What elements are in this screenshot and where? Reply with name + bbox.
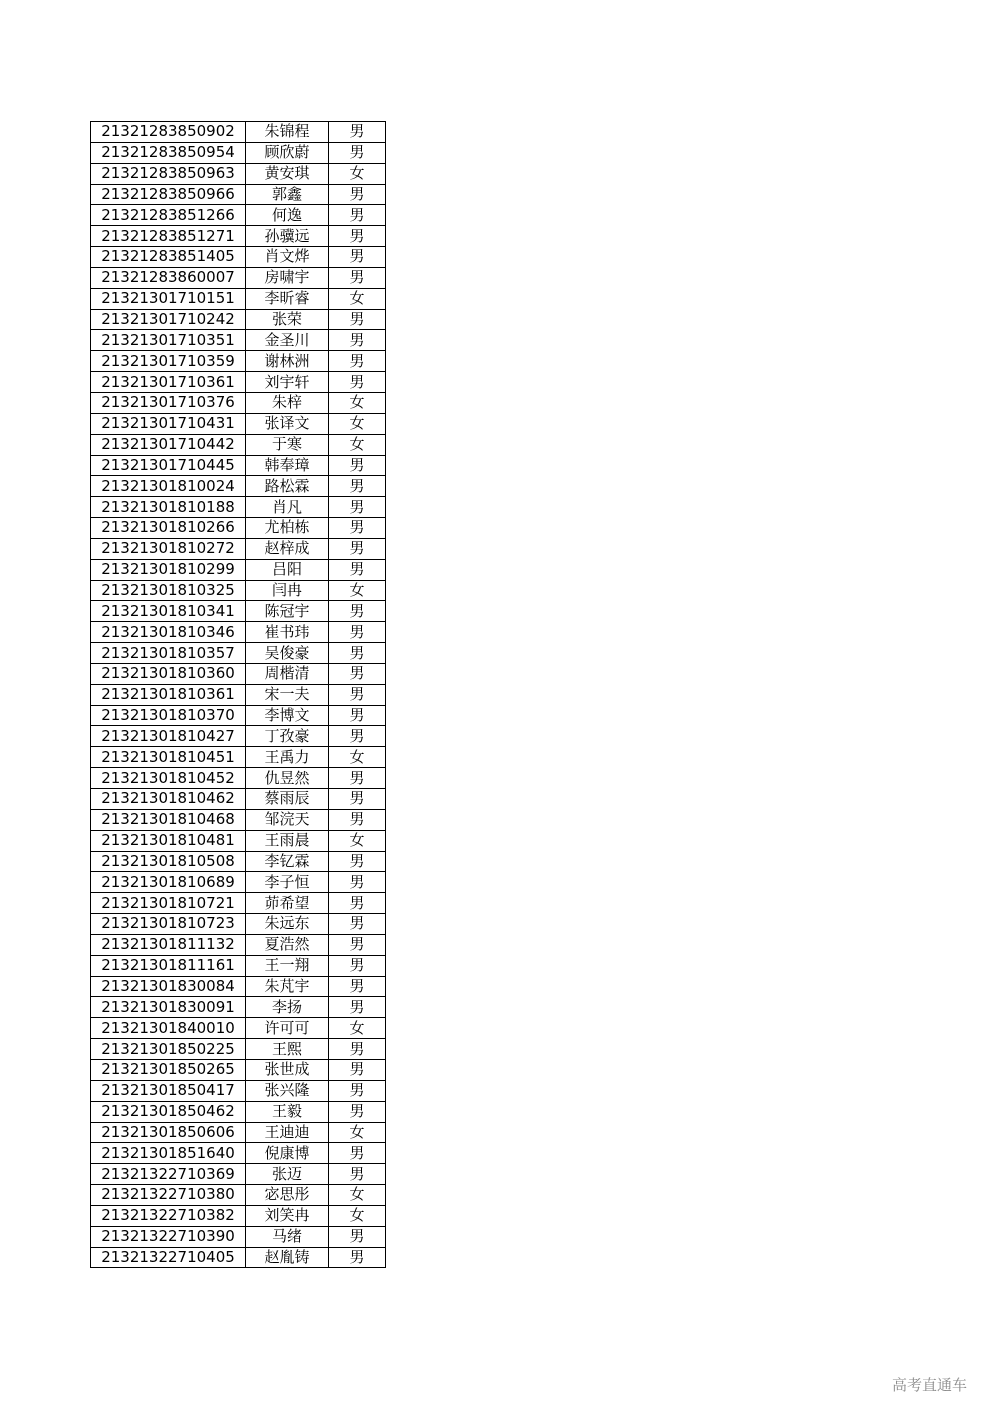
student-name-cell: 王熙 <box>246 1039 329 1060</box>
student-roster-table <box>90 121 386 1268</box>
student-id-cell: 21321283860007 <box>91 267 246 288</box>
student-gender-cell: 男 <box>329 955 386 976</box>
table-row <box>91 372 386 393</box>
student-name-cell: 王禹力 <box>246 747 329 768</box>
table-row <box>91 726 386 747</box>
student-id-cell: 21321301710151 <box>91 288 246 309</box>
student-id-cell: 21321301810723 <box>91 914 246 935</box>
student-id-cell: 21321301810299 <box>91 559 246 580</box>
table-row <box>91 351 386 372</box>
student-id-cell: 21321301810361 <box>91 684 246 705</box>
student-gender-cell: 女 <box>329 1205 386 1226</box>
student-id-cell: 21321322710369 <box>91 1164 246 1185</box>
table-row <box>91 1185 386 1206</box>
table-row <box>91 1101 386 1122</box>
student-gender-cell: 男 <box>329 184 386 205</box>
student-name-cell: 刘宇轩 <box>246 372 329 393</box>
table-row <box>91 538 386 559</box>
student-id-cell: 21321301811161 <box>91 955 246 976</box>
student-id-cell: 21321301810357 <box>91 643 246 664</box>
student-name-cell: 张迈 <box>246 1164 329 1185</box>
student-id-cell: 21321301830091 <box>91 997 246 1018</box>
table-row <box>91 309 386 330</box>
student-id-cell: 21321301850462 <box>91 1101 246 1122</box>
table-row <box>91 122 386 143</box>
student-id-cell: 21321301810341 <box>91 601 246 622</box>
table-row <box>91 142 386 163</box>
student-name-cell: 夏浩然 <box>246 934 329 955</box>
student-name-cell: 邹浣天 <box>246 809 329 830</box>
student-name-cell: 李昕睿 <box>246 288 329 309</box>
student-name-cell: 金圣川 <box>246 330 329 351</box>
student-gender-cell: 男 <box>329 914 386 935</box>
table-row <box>91 997 386 1018</box>
table-row <box>91 434 386 455</box>
student-name-cell: 路松霖 <box>246 476 329 497</box>
student-gender-cell: 男 <box>329 684 386 705</box>
student-name-cell: 宋一夫 <box>246 684 329 705</box>
student-id-cell: 21321283850963 <box>91 163 246 184</box>
student-id-cell: 21321301810468 <box>91 809 246 830</box>
table-row <box>91 643 386 664</box>
student-id-cell: 21321301840010 <box>91 1018 246 1039</box>
student-name-cell: 孙骥远 <box>246 226 329 247</box>
student-gender-cell: 男 <box>329 726 386 747</box>
table-row <box>91 184 386 205</box>
student-name-cell: 肖凡 <box>246 497 329 518</box>
student-gender-cell: 男 <box>329 538 386 559</box>
student-gender-cell: 男 <box>329 247 386 268</box>
student-gender-cell: 男 <box>329 518 386 539</box>
student-gender-cell: 男 <box>329 1226 386 1247</box>
student-name-cell: 郭鑫 <box>246 184 329 205</box>
student-name-cell: 许可可 <box>246 1018 329 1039</box>
student-name-cell: 刘笑冉 <box>246 1205 329 1226</box>
student-name-cell: 李钇霖 <box>246 851 329 872</box>
student-gender-cell: 男 <box>329 934 386 955</box>
student-id-cell: 21321322710382 <box>91 1205 246 1226</box>
student-id-cell: 21321301830084 <box>91 976 246 997</box>
student-gender-cell: 女 <box>329 1122 386 1143</box>
student-gender-cell: 男 <box>329 309 386 330</box>
student-name-cell: 茆希望 <box>246 893 329 914</box>
student-gender-cell: 男 <box>329 705 386 726</box>
student-id-cell: 21321301851640 <box>91 1143 246 1164</box>
student-id-cell: 21321301710359 <box>91 351 246 372</box>
student-id-cell: 21321301810451 <box>91 747 246 768</box>
student-id-cell: 21321322710390 <box>91 1226 246 1247</box>
student-id-cell: 21321301810427 <box>91 726 246 747</box>
student-gender-cell: 女 <box>329 1185 386 1206</box>
student-gender-cell: 男 <box>329 893 386 914</box>
watermark-text: 高考直通车 <box>892 1376 968 1394</box>
table-row <box>91 809 386 830</box>
student-name-cell: 肖文烨 <box>246 247 329 268</box>
table-row <box>91 622 386 643</box>
student-name-cell: 房啸宇 <box>246 267 329 288</box>
table-row <box>91 163 386 184</box>
student-id-cell: 21321301811132 <box>91 934 246 955</box>
student-id-cell: 21321301810360 <box>91 663 246 684</box>
student-name-cell: 吴俊豪 <box>246 643 329 664</box>
student-name-cell: 仇昱然 <box>246 768 329 789</box>
table-row <box>91 976 386 997</box>
student-gender-cell: 男 <box>329 267 386 288</box>
student-name-cell: 吕阳 <box>246 559 329 580</box>
table-row <box>91 455 386 476</box>
student-gender-cell: 女 <box>329 747 386 768</box>
student-name-cell: 闫冉 <box>246 580 329 601</box>
student-gender-cell: 女 <box>329 1018 386 1039</box>
table-row <box>91 413 386 434</box>
student-gender-cell: 男 <box>329 601 386 622</box>
student-name-cell: 张世成 <box>246 1059 329 1080</box>
student-id-cell: 21321301850265 <box>91 1059 246 1080</box>
student-id-cell: 21321301710445 <box>91 455 246 476</box>
student-name-cell: 韩奉璋 <box>246 455 329 476</box>
student-gender-cell: 男 <box>329 351 386 372</box>
student-name-cell: 张兴隆 <box>246 1080 329 1101</box>
table-row <box>91 559 386 580</box>
student-id-cell: 21321301810481 <box>91 830 246 851</box>
table-row <box>91 476 386 497</box>
table-row <box>91 226 386 247</box>
roster-body <box>91 122 386 1268</box>
student-name-cell: 王一翔 <box>246 955 329 976</box>
table-row <box>91 1039 386 1060</box>
student-id-cell: 21321301710431 <box>91 413 246 434</box>
table-row <box>91 1226 386 1247</box>
student-gender-cell: 男 <box>329 851 386 872</box>
student-name-cell: 谢林洲 <box>246 351 329 372</box>
student-name-cell: 马绪 <box>246 1226 329 1247</box>
student-gender-cell: 男 <box>329 809 386 830</box>
student-name-cell: 张荣 <box>246 309 329 330</box>
student-gender-cell: 男 <box>329 1080 386 1101</box>
student-gender-cell: 男 <box>329 1143 386 1164</box>
student-id-cell: 21321301710361 <box>91 372 246 393</box>
table-row <box>91 830 386 851</box>
student-id-cell: 21321301810452 <box>91 768 246 789</box>
student-id-cell: 21321301810689 <box>91 872 246 893</box>
student-gender-cell: 男 <box>329 476 386 497</box>
table-row <box>91 497 386 518</box>
student-gender-cell: 男 <box>329 976 386 997</box>
student-id-cell: 21321301810721 <box>91 893 246 914</box>
table-row <box>91 1122 386 1143</box>
student-name-cell: 陈冠宇 <box>246 601 329 622</box>
table-row <box>91 789 386 810</box>
student-gender-cell: 女 <box>329 830 386 851</box>
table-row <box>91 768 386 789</box>
student-name-cell: 尤柏栋 <box>246 518 329 539</box>
table-row <box>91 705 386 726</box>
student-gender-cell: 男 <box>329 663 386 684</box>
student-gender-cell: 男 <box>329 1247 386 1268</box>
student-gender-cell: 男 <box>329 559 386 580</box>
student-id-cell: 21321283851266 <box>91 205 246 226</box>
table-row <box>91 267 386 288</box>
student-gender-cell: 男 <box>329 205 386 226</box>
student-gender-cell: 男 <box>329 789 386 810</box>
student-id-cell: 21321283851405 <box>91 247 246 268</box>
student-id-cell: 21321283851271 <box>91 226 246 247</box>
student-gender-cell: 男 <box>329 372 386 393</box>
student-gender-cell: 男 <box>329 1059 386 1080</box>
student-name-cell: 崔书玮 <box>246 622 329 643</box>
student-gender-cell: 女 <box>329 288 386 309</box>
student-name-cell: 张译文 <box>246 413 329 434</box>
table-row <box>91 205 386 226</box>
student-id-cell: 21321301810266 <box>91 518 246 539</box>
student-name-cell: 王雨晨 <box>246 830 329 851</box>
table-row <box>91 955 386 976</box>
student-gender-cell: 男 <box>329 1039 386 1060</box>
student-id-cell: 21321301810508 <box>91 851 246 872</box>
student-gender-cell: 女 <box>329 163 386 184</box>
student-name-cell: 蔡雨辰 <box>246 789 329 810</box>
student-name-cell: 于寒 <box>246 434 329 455</box>
student-name-cell: 顾欣蔚 <box>246 142 329 163</box>
table-row <box>91 1205 386 1226</box>
student-id-cell: 21321301850606 <box>91 1122 246 1143</box>
student-id-cell: 21321301710442 <box>91 434 246 455</box>
student-id-cell: 21321301810272 <box>91 538 246 559</box>
table-row <box>91 934 386 955</box>
student-id-cell: 21321301850225 <box>91 1039 246 1060</box>
student-name-cell: 李扬 <box>246 997 329 1018</box>
table-row <box>91 663 386 684</box>
student-id-cell: 21321301810370 <box>91 705 246 726</box>
table-row <box>91 392 386 413</box>
student-gender-cell: 男 <box>329 1101 386 1122</box>
student-gender-cell: 男 <box>329 643 386 664</box>
student-id-cell: 21321301810188 <box>91 497 246 518</box>
student-id-cell: 21321283850954 <box>91 142 246 163</box>
student-gender-cell: 男 <box>329 497 386 518</box>
table-row <box>91 893 386 914</box>
table-row <box>91 872 386 893</box>
student-name-cell: 朱芃宇 <box>246 976 329 997</box>
student-id-cell: 21321283850902 <box>91 122 246 143</box>
student-gender-cell: 女 <box>329 392 386 413</box>
student-id-cell: 21321301710351 <box>91 330 246 351</box>
student-gender-cell: 男 <box>329 872 386 893</box>
student-name-cell: 王毅 <box>246 1101 329 1122</box>
student-id-cell: 21321322710405 <box>91 1247 246 1268</box>
student-gender-cell: 男 <box>329 330 386 351</box>
student-id-cell: 21321301850417 <box>91 1080 246 1101</box>
student-id-cell: 21321301710376 <box>91 392 246 413</box>
student-id-cell: 21321301810462 <box>91 789 246 810</box>
table-row <box>91 1143 386 1164</box>
student-gender-cell: 男 <box>329 1164 386 1185</box>
table-row <box>91 1059 386 1080</box>
student-name-cell: 丁孜豪 <box>246 726 329 747</box>
student-name-cell: 赵胤铸 <box>246 1247 329 1268</box>
student-name-cell: 何逸 <box>246 205 329 226</box>
student-name-cell: 李博文 <box>246 705 329 726</box>
student-id-cell: 21321301810024 <box>91 476 246 497</box>
student-name-cell: 宓思彤 <box>246 1185 329 1206</box>
student-gender-cell: 男 <box>329 142 386 163</box>
table-row <box>91 247 386 268</box>
table-row <box>91 1164 386 1185</box>
table-row <box>91 580 386 601</box>
student-name-cell: 李子恒 <box>246 872 329 893</box>
student-gender-cell: 男 <box>329 622 386 643</box>
student-id-cell: 21321301810325 <box>91 580 246 601</box>
student-gender-cell: 男 <box>329 455 386 476</box>
student-name-cell: 赵梓成 <box>246 538 329 559</box>
student-gender-cell: 女 <box>329 580 386 601</box>
student-id-cell: 21321301810346 <box>91 622 246 643</box>
student-id-cell: 21321322710380 <box>91 1185 246 1206</box>
student-name-cell: 王迪迪 <box>246 1122 329 1143</box>
table-row <box>91 601 386 622</box>
student-gender-cell: 男 <box>329 997 386 1018</box>
table-row <box>91 851 386 872</box>
table-row <box>91 1018 386 1039</box>
table-row <box>91 1080 386 1101</box>
student-id-cell: 21321301710242 <box>91 309 246 330</box>
table-row <box>91 747 386 768</box>
student-gender-cell: 女 <box>329 434 386 455</box>
student-id-cell: 21321283850966 <box>91 184 246 205</box>
student-gender-cell: 男 <box>329 122 386 143</box>
table-row <box>91 330 386 351</box>
student-name-cell: 朱梓 <box>246 392 329 413</box>
student-gender-cell: 女 <box>329 413 386 434</box>
student-gender-cell: 男 <box>329 226 386 247</box>
student-name-cell: 朱远东 <box>246 914 329 935</box>
student-name-cell: 朱锦程 <box>246 122 329 143</box>
student-name-cell: 周楷清 <box>246 663 329 684</box>
table-row <box>91 288 386 309</box>
table-row <box>91 1247 386 1268</box>
table-row <box>91 684 386 705</box>
student-name-cell: 黄安琪 <box>246 163 329 184</box>
table-row <box>91 518 386 539</box>
table-row <box>91 914 386 935</box>
student-gender-cell: 男 <box>329 768 386 789</box>
student-name-cell: 倪康博 <box>246 1143 329 1164</box>
